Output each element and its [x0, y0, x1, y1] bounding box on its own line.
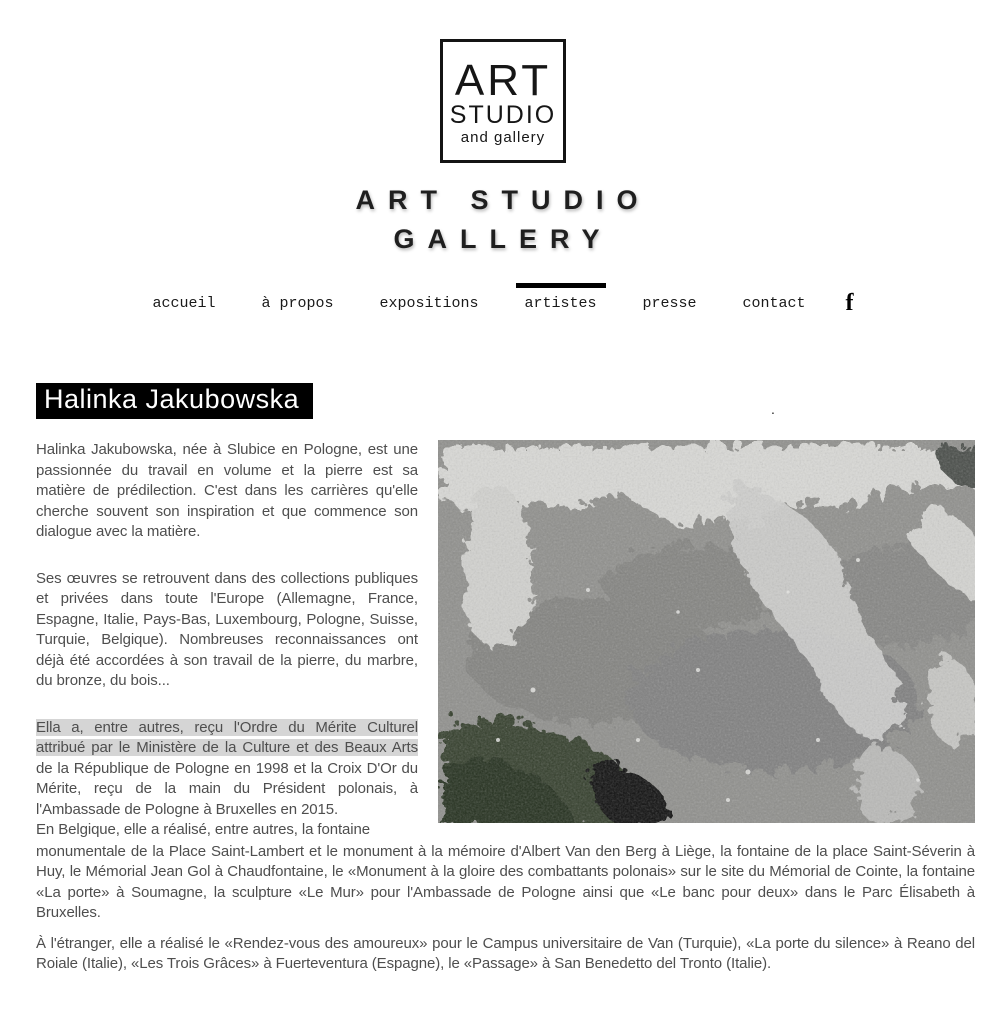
nav-item-contact[interactable]: contact: [742, 295, 806, 312]
site-title-line1: ART STUDIO: [355, 185, 651, 215]
bio-paragraph-3-rest: de la République de Pologne en 1998 et la Croix D'Or du Mérite, reçu de la main du Président polonais, à l'Ambassade de Pologne à Bruxelles en 2015.: [36, 759, 418, 818]
logo-studio-text: STUDIO: [449, 101, 557, 129]
bio-paragraph-2: Ses œuvres se retrouvent dans des collections publiques et privées dans toute l'Europe (Allemagne, France, Espagne, Italie, Pays-Bas, Luxembourg, Pologne, Suisse, Turquie, Belgique). Nombreuses reconnaissances ont déjà été accordées à son travail de la pierre, du marbre, du bronze, du bois...: [36, 569, 418, 689]
highlighted-text: Ella a, entre autres, reçu l'Ordre du Mérite Culturel attribué par le Ministère de la Culture et des Beaux Arts: [36, 718, 418, 756]
stone-texture-photo: [438, 440, 975, 823]
bio-paragraph-4-rest: monumentale de la Place Saint-Lambert et le monument à la mémoire d'Albert Van den Berg à Liège, la fontaine de la place Saint-Séverin à Huy, le Mémorial Jean Gol à Chaudfontaine, le «Monument à la gloire des combattants polonais» sur le site du Mémorial de Cointe, la fontaine «La porte» à Soumagne, la sculpture «Le Mur» pour l'Ambassade de Pologne ainsi que «Le banc pour deux» dans le Parc Élisabeth à Bruxelles.: [36, 842, 975, 921]
main-nav: [0, 283, 1006, 321]
bio-paragraph-1: Halinka Jakubowska, née à Slubice en Pologne, est une passionnée du travail en volume et la pierre est sa matière de prédilection. C'est dans les carrières qu'elle cherche souvent son inspiration et que commence son dialogue avec la matière.: [36, 441, 418, 540]
nav-item-accueil[interactable]: accueil: [152, 295, 216, 312]
facebook-icon[interactable]: f: [845, 290, 854, 316]
nav-item-expositions[interactable]: expositions: [379, 295, 479, 312]
site-title: [0, 181, 1006, 259]
bio-paragraph-4-line1: En Belgique, elle a réalisé, entre autres, la fontaine: [36, 821, 370, 838]
nav-item-presse[interactable]: presse: [642, 295, 697, 312]
logo-art-text: ART: [454, 56, 552, 105]
artist-content: [36, 440, 975, 975]
logo-and-gallery-text: and gallery: [460, 129, 546, 146]
site-header: [0, 39, 1006, 259]
artist-page: [0, 383, 1006, 1005]
stray-dot: .: [771, 401, 775, 417]
page: [0, 39, 1006, 1005]
nav-item-artistes[interactable]: artistes: [525, 283, 597, 312]
site-title-line2: GALLERY: [393, 224, 613, 254]
bio-left-column: [36, 440, 418, 820]
bio-paragraph-5: À l'étranger, elle a réalisé le «Rendez-vous des amoureux» pour le Campus universitaire de Van (Turquie), «La porte du silence» à Reano del Roiale (Italie), «Les Trois Grâces» à Fuerteventura (Espagne), le «Passage» à San Benedetto del Tronto (Italie).: [36, 934, 975, 972]
site-logo[interactable]: [440, 39, 566, 163]
bio-paragraph-3: [36, 718, 418, 821]
nav-item-a-propos[interactable]: à propos: [261, 295, 334, 312]
page-title: Halinka Jakubowska: [36, 383, 313, 419]
